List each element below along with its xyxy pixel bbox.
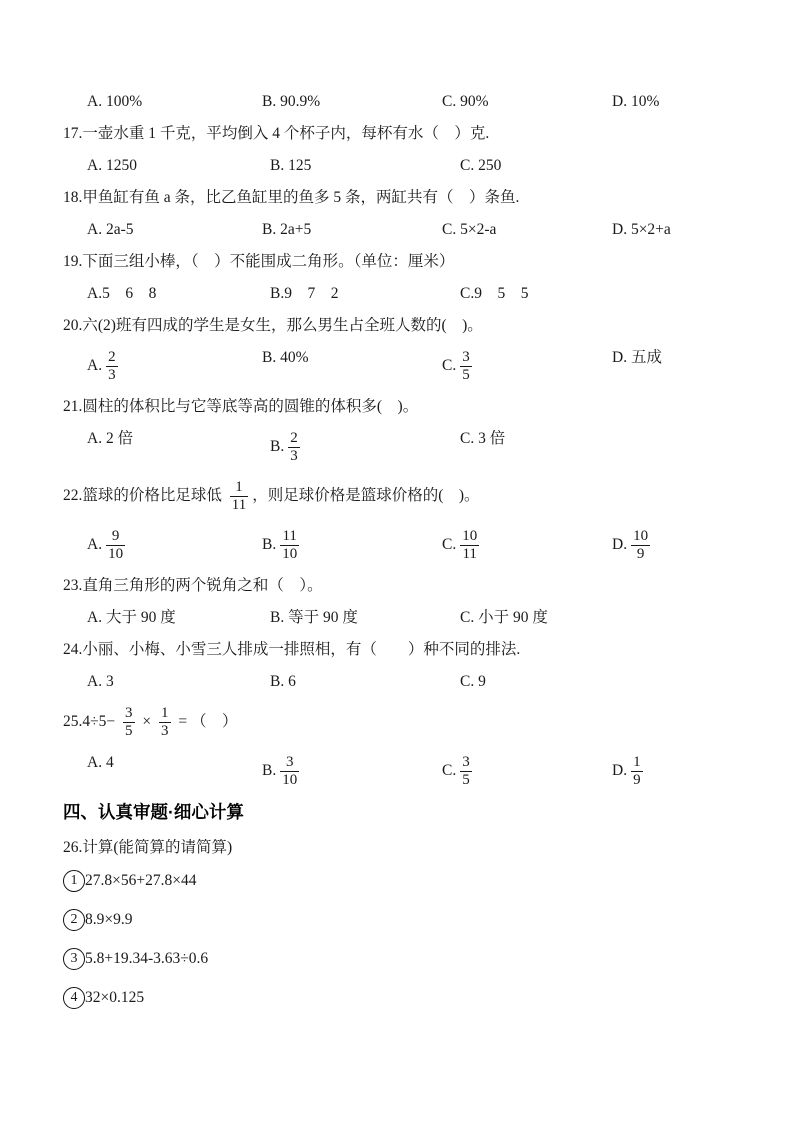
option <box>87 284 270 304</box>
option-label: C. <box>442 357 457 375</box>
fraction <box>631 754 643 789</box>
option-row <box>87 753 748 790</box>
option <box>270 284 460 304</box>
question-segment: 23.直角三角形的两个锐角之和（ ）。 <box>63 577 323 594</box>
fraction-numerator: 3 <box>462 754 470 770</box>
question-segment: × <box>138 713 155 731</box>
fraction-denominator: 5 <box>462 367 470 383</box>
fraction-numerator: 2 <box>290 430 298 446</box>
option <box>87 608 270 628</box>
question-segment: 18.甲鱼缸有鱼 a 条，比乙鱼缸里的鱼多 5 条，两缸共有（ ）条鱼. <box>63 189 520 206</box>
option <box>270 156 460 176</box>
option <box>442 220 612 240</box>
option <box>442 348 612 385</box>
question-segment: 25.4÷5− <box>63 713 119 731</box>
option-label: C. <box>442 762 457 780</box>
option <box>262 220 442 240</box>
option <box>460 156 748 176</box>
option <box>87 156 270 176</box>
question-text <box>63 188 748 208</box>
option <box>442 92 612 112</box>
section-heading: 四、认真审题·细心计算 <box>63 802 244 822</box>
option <box>270 672 460 692</box>
fraction <box>159 705 171 740</box>
option <box>460 284 748 304</box>
option-text: D. 10% <box>612 93 660 110</box>
option <box>262 92 442 112</box>
option <box>460 608 748 628</box>
fraction-denominator: 10 <box>282 772 298 788</box>
option <box>87 429 270 466</box>
calc-item <box>63 987 748 1009</box>
fraction-denominator: 3 <box>108 367 116 383</box>
question-segment: 20.六(2)班有四成的学生是女生，那么男生占全班人数的( )。 <box>63 317 483 334</box>
calc-expression: 8.9×9.9 <box>85 911 133 928</box>
option <box>612 527 748 564</box>
option-row <box>87 527 748 564</box>
option <box>87 753 262 790</box>
option <box>612 220 748 240</box>
question-text <box>63 838 748 858</box>
fraction-numerator: 1 <box>633 754 641 770</box>
question-text <box>63 478 748 515</box>
option-text: C.9 5 5 <box>460 285 529 302</box>
fraction-denominator: 9 <box>636 546 645 562</box>
fraction-numerator: 10 <box>633 528 649 544</box>
option-label: B. <box>270 438 285 456</box>
option <box>460 672 748 692</box>
fraction-denominator: 10 <box>282 546 298 562</box>
option-row <box>87 92 748 112</box>
option-text: A. 大于 90 度 <box>87 609 176 626</box>
option <box>87 672 270 692</box>
option-text: D. 五成 <box>612 349 662 366</box>
fraction-denominator: 3 <box>290 448 298 464</box>
option-text: A.5 6 8 <box>87 285 157 302</box>
question-text <box>63 576 748 596</box>
circled-number: 4 <box>63 987 85 1009</box>
option-text: A. 100% <box>87 93 143 110</box>
question-segment: 19.下面三组小棒，（ ）不能围成二角形。（单位：厘米） <box>63 253 455 270</box>
option-row <box>87 429 748 466</box>
option <box>262 527 442 564</box>
question-text <box>63 397 748 417</box>
option-text: A. 3 <box>87 673 114 690</box>
option <box>612 348 748 385</box>
fraction <box>460 349 472 384</box>
fraction-numerator: 9 <box>106 528 125 546</box>
option <box>442 753 612 790</box>
fraction-denominator: 9 <box>633 772 641 788</box>
fraction-numerator: 3 <box>462 349 470 365</box>
fraction <box>106 528 125 563</box>
fraction <box>280 754 299 789</box>
fraction <box>106 349 118 384</box>
option <box>270 429 460 466</box>
fraction-numerator: 3 <box>280 754 299 772</box>
fraction-denominator: 10 <box>108 546 124 562</box>
option <box>262 753 442 790</box>
option-label: B. <box>262 762 277 780</box>
option-text: A. 2 倍 <box>87 430 134 447</box>
option <box>262 348 442 385</box>
option-text: A. 4 <box>87 754 114 771</box>
fraction-numerator: 11 <box>280 528 299 546</box>
question-segment: 21.圆柱的体积比与它等底等高的圆锥的体积多( )。 <box>63 398 419 415</box>
option <box>87 348 262 385</box>
option-label: B. <box>262 536 277 554</box>
option-row <box>87 672 748 692</box>
option-label: D. <box>612 762 628 780</box>
option-text: C. 9 <box>460 673 486 690</box>
fraction <box>288 430 300 465</box>
option-label: A. <box>87 536 103 554</box>
calc-item <box>63 909 748 931</box>
calc-expression: 27.8×56+27.8×44 <box>85 872 197 889</box>
option-label: C. <box>442 536 457 554</box>
option-row <box>87 156 748 176</box>
option-label: D. <box>612 536 628 554</box>
option-text: C. 5×2-a <box>442 221 497 238</box>
option-text: A. 2a-5 <box>87 221 134 238</box>
option <box>87 92 262 112</box>
option-row <box>87 284 748 304</box>
option-label: A. <box>87 357 103 375</box>
question-segment: = （ ） <box>174 713 238 731</box>
option <box>87 220 262 240</box>
question-text <box>63 124 748 144</box>
question-segment: ，则足球价格是篮球价格的( )。 <box>252 487 480 505</box>
question-segment: 22.篮球的价格比足球低 <box>63 487 226 505</box>
fraction-denominator: 11 <box>231 497 247 513</box>
fraction-denominator: 11 <box>462 546 477 562</box>
calc-expression: 5.8+19.34-3.63÷0.6 <box>85 950 209 967</box>
circled-number: 3 <box>63 948 85 970</box>
fraction-numerator: 10 <box>462 528 478 544</box>
question-segment: 24.小丽、小梅、小雪三人排成一排照相，有（ ）种不同的排法. <box>63 641 521 658</box>
option <box>442 527 612 564</box>
option-text: B. 90.9% <box>262 93 321 110</box>
fraction <box>460 754 472 789</box>
fraction <box>280 528 299 563</box>
option <box>270 608 460 628</box>
option-row <box>87 220 748 240</box>
question-segment: 17.一壶水重 1 千克，平均倒入 4 个杯子内，每杯有水（ ）克. <box>63 125 490 142</box>
fraction-denominator: 5 <box>125 723 133 739</box>
option <box>87 527 262 564</box>
fraction-numerator: 1 <box>161 705 169 721</box>
fraction-numerator: 2 <box>108 349 116 365</box>
option-text: B. 125 <box>270 157 312 174</box>
option-text: C. 250 <box>460 157 502 174</box>
option-text: C. 3 倍 <box>460 430 506 447</box>
question-text <box>63 252 748 272</box>
circled-number: 1 <box>63 870 85 892</box>
calc-expression: 32×0.125 <box>85 989 145 1006</box>
option-row <box>87 608 748 628</box>
fraction-denominator: 3 <box>161 723 169 739</box>
option-text: A. 1250 <box>87 157 137 174</box>
fraction <box>460 528 479 563</box>
option-text: C. 小于 90 度 <box>460 609 548 626</box>
circled-number: 2 <box>63 909 85 931</box>
fraction <box>631 528 650 563</box>
fraction-numerator: 1 <box>230 479 248 497</box>
fraction-numerator: 3 <box>125 705 133 721</box>
option <box>612 92 748 112</box>
question-text <box>63 316 748 336</box>
option-text: D. 5×2+a <box>612 221 671 238</box>
option-text: B. 2a+5 <box>262 221 312 238</box>
option-text: C. 90% <box>442 93 489 110</box>
option-row <box>87 348 748 385</box>
question-text <box>63 704 748 741</box>
question-segment: 26.计算(能简算的请简算) <box>63 839 233 856</box>
fraction <box>123 705 135 740</box>
option-text: B. 40% <box>262 349 309 366</box>
option-text: B. 等于 90 度 <box>270 609 358 626</box>
fraction-denominator: 5 <box>462 772 470 788</box>
option-text: B. 6 <box>270 673 296 690</box>
calc-item <box>63 948 748 970</box>
question-text <box>63 640 748 660</box>
option-text: B.9 7 2 <box>270 285 339 302</box>
calc-item <box>63 870 748 892</box>
fraction <box>230 479 248 514</box>
option <box>460 429 748 466</box>
option <box>612 753 748 790</box>
